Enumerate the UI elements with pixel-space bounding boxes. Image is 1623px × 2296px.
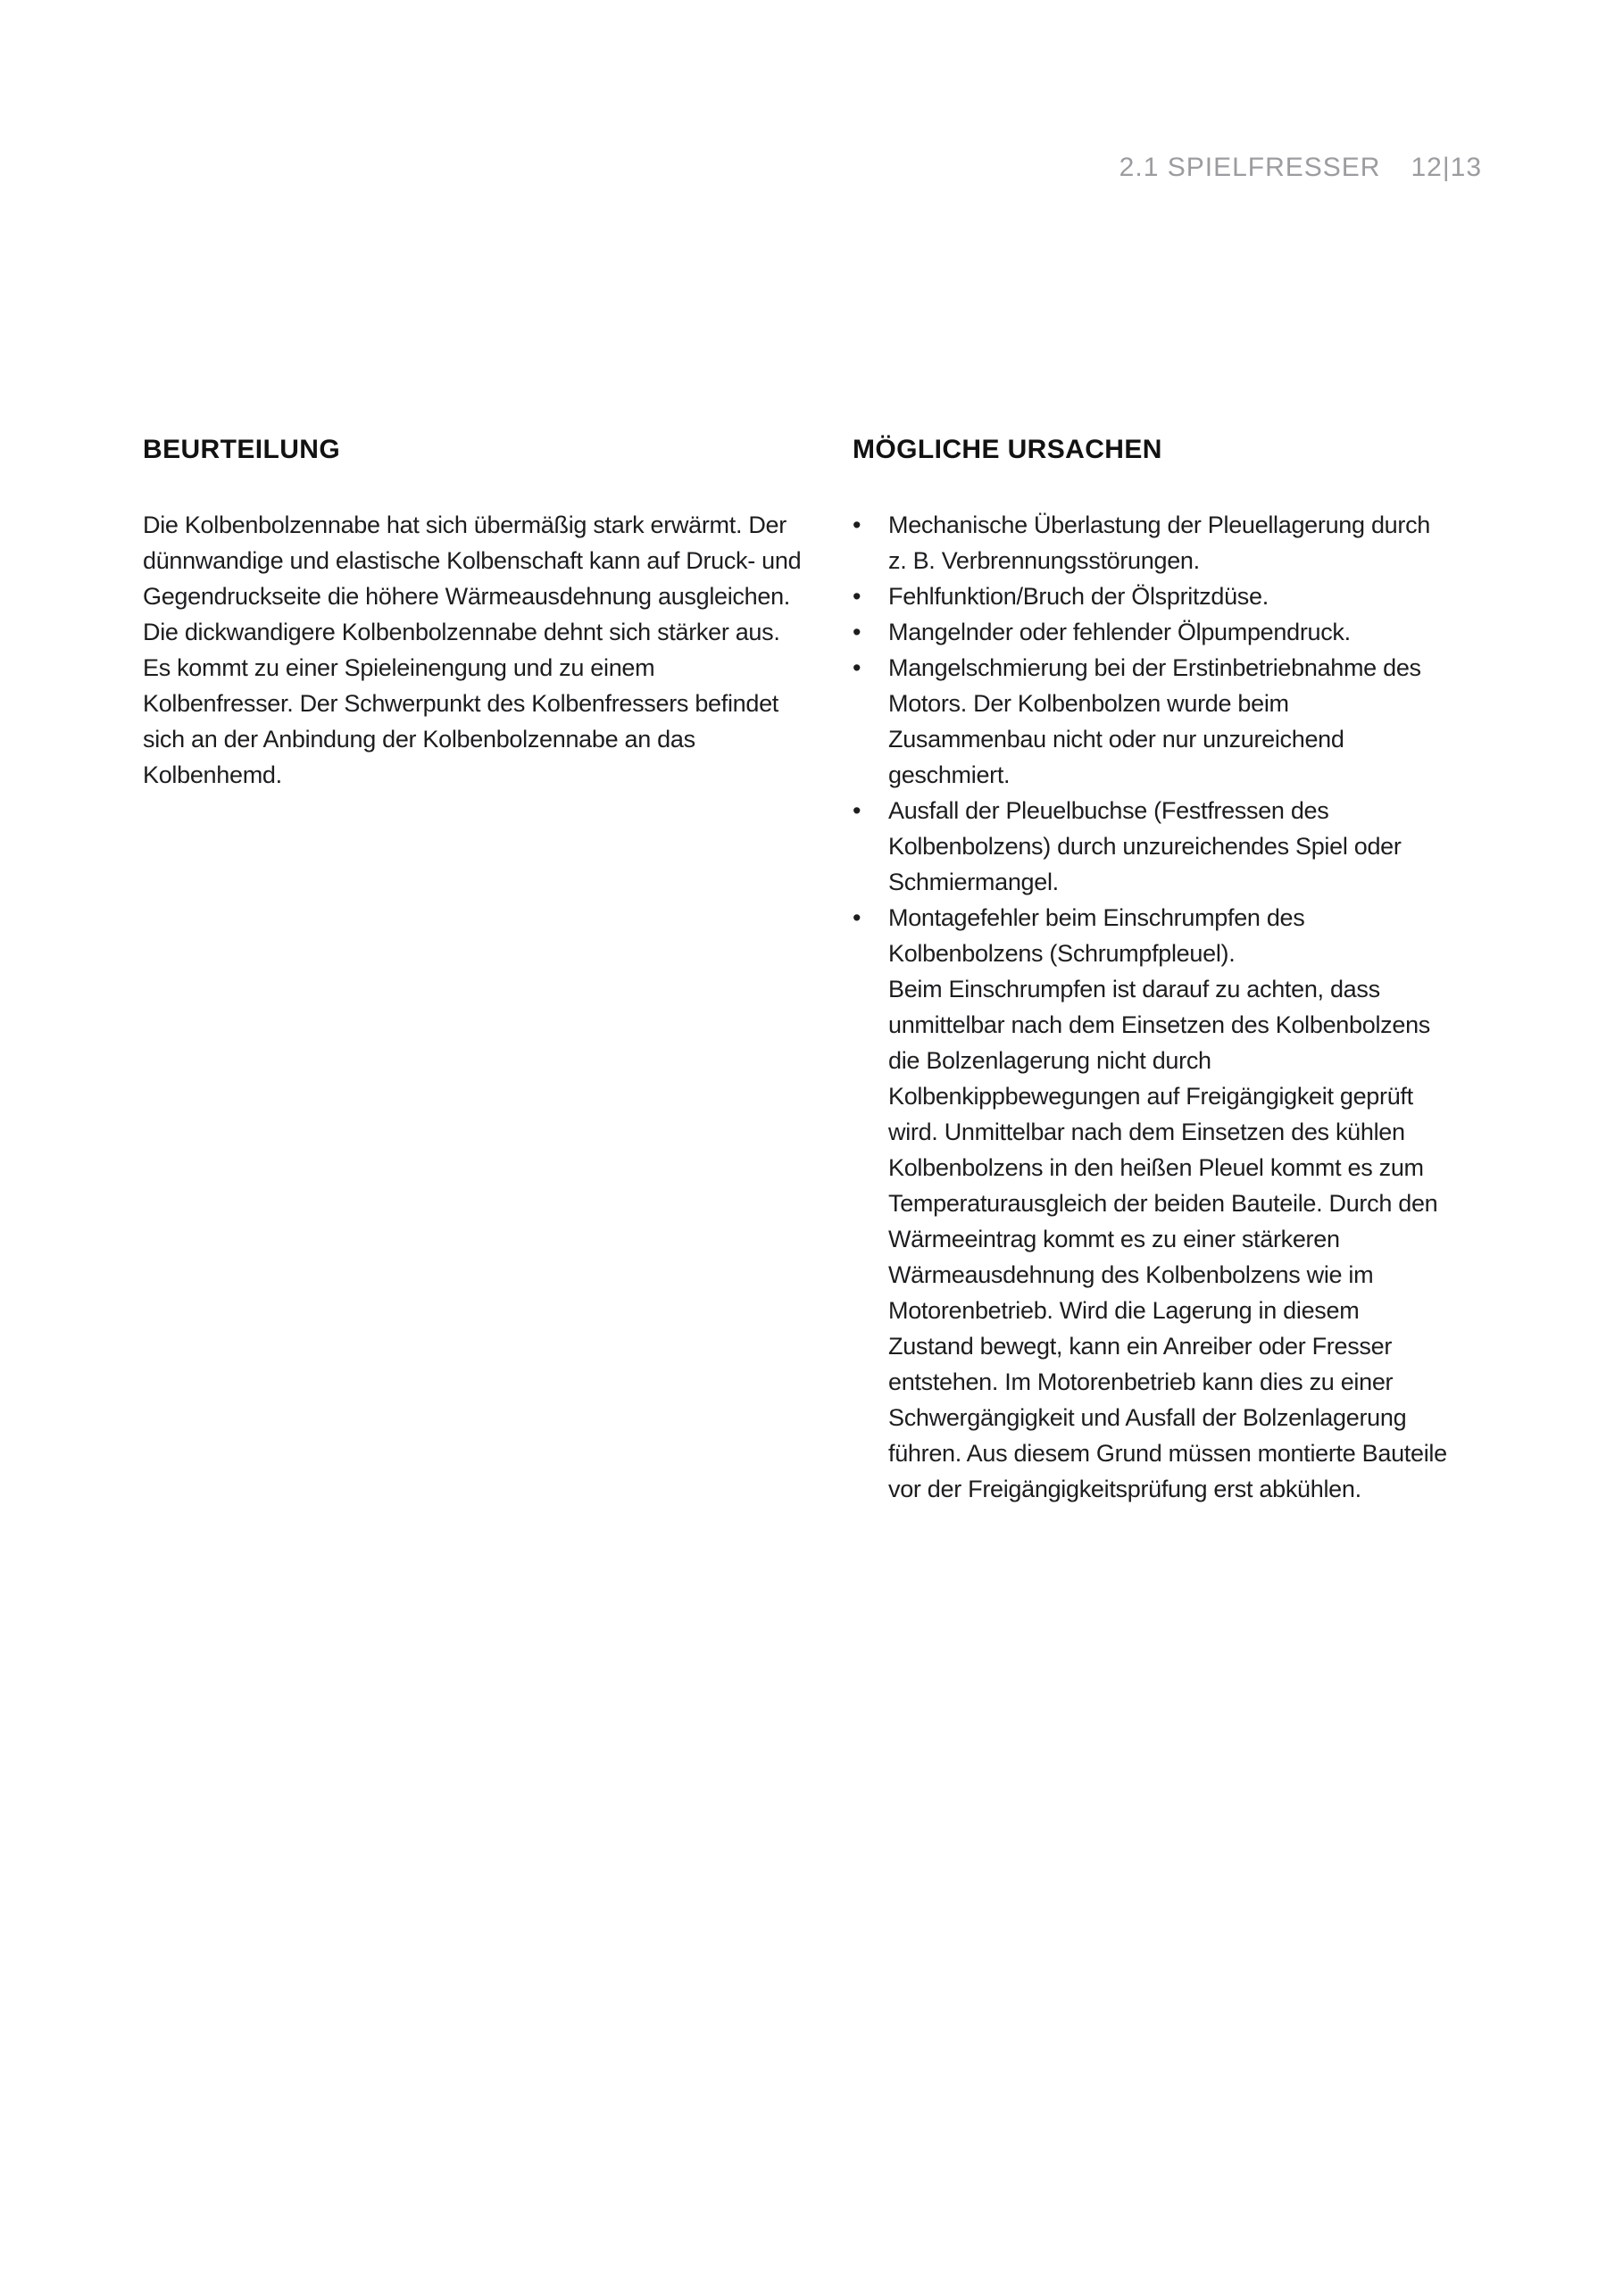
causes-list-item (853, 578, 1449, 614)
cause-text-block (888, 578, 1449, 614)
causes-list-item (853, 900, 1449, 1507)
cause-text-block (888, 900, 1449, 1507)
cause-text: Mechanische Überlastung der Pleuellagerung durch z. B. Verbrennungsstörungen. (888, 512, 1430, 574)
cause-text: Mangelschmierung bei der Erstinbetriebnahme des Motors. Der Kolbenbolzen wurde beim Zusammenbau nicht oder nur unzureichend geschmiert. (888, 654, 1421, 788)
bullet-icon: • (853, 904, 861, 931)
assessment-section (143, 432, 805, 793)
assessment-paragraph: Die Kolbenbolzennabe hat sich übermäßig stark erwärmt. Der dünnwandige und elastische Kolbenschaft kann auf Druck- und Gegendruckseite die höhere Wärmeausdehnung ausgleichen. Die dickwandigere Kolbenbolzennabe dehnt sich stärker aus. Es kommt zu einer Spieleinengung und zu einem Kolbenfresser. Der Schwerpunkt des Kolbenfressers befindet sich an der Anbindung der Kolbenbolzennabe an das Kolbenhemd. (143, 512, 802, 788)
causes-list-item (853, 793, 1449, 900)
running-header (1119, 150, 1482, 186)
cause-text: Fehlfunktion/Bruch der Ölspritzdüse. (888, 583, 1269, 610)
assessment-heading: BEURTEILUNG (143, 435, 341, 464)
cause-text: Ausfall der Pleuelbuchse (Festfressen des Kolbenbolzens) durch unzureichendes Spiel oder Schmiermangel. (888, 797, 1402, 895)
causes-list-item (853, 650, 1449, 793)
bullet-icon: • (853, 512, 861, 538)
bullet-icon: • (853, 619, 861, 645)
cause-text-block (888, 507, 1449, 578)
cause-text-block (888, 793, 1449, 900)
section-label: 2.1 SPIELFRESSER (1119, 153, 1381, 182)
cause-note: Beim Einschrumpfen ist darauf zu achten, dass unmittelbar nach dem Einsetzen des Kolbenbolzens die Bolzenlagerung nicht durch Kolbenkippbewegungen auf Freigängigkeit geprüft wird. Unmittelbar nach dem Einsetzen des kühlen Kolbenbolzens in den heißen Pleuel kommt es zum Temperaturausgleich der beiden Bauteile. Durch den Wärmeeintrag kommt es zu einer stärkeren Wärmeausdehnung des Kolbenbolzens wie im Motorenbetrieb. Wird die Lagerung in diesem Zustand bewegt, kann ein Anreiber oder Fresser entstehen. Im Motorenbetrieb kann dies zu einer Schwergängigkeit und Ausfall der Bolzenlagerung führen. Aus diesem Grund müssen montierte Bauteile vor der Freigängigkeitsprüfung erst abkühlen. (888, 976, 1447, 1502)
cause-text-block (888, 614, 1449, 650)
bullet-icon: • (853, 583, 861, 610)
cause-text: Mangelnder oder fehlender Ölpumpendruck. (888, 619, 1351, 645)
causes-section (853, 432, 1449, 1507)
bullet-icon: • (853, 797, 861, 824)
causes-list-item (853, 614, 1449, 650)
causes-list-item (853, 507, 1449, 578)
cause-text: Montagefehler beim Einschrumpfen des Kolbenbolzens (Schrumpfpleuel). (888, 904, 1305, 967)
causes-list (853, 507, 1449, 1507)
page-number: 12|13 (1411, 153, 1482, 182)
causes-heading: MÖGLICHE URSACHEN (853, 435, 1162, 464)
bullet-icon: • (853, 654, 861, 681)
cause-text-block (888, 650, 1449, 793)
